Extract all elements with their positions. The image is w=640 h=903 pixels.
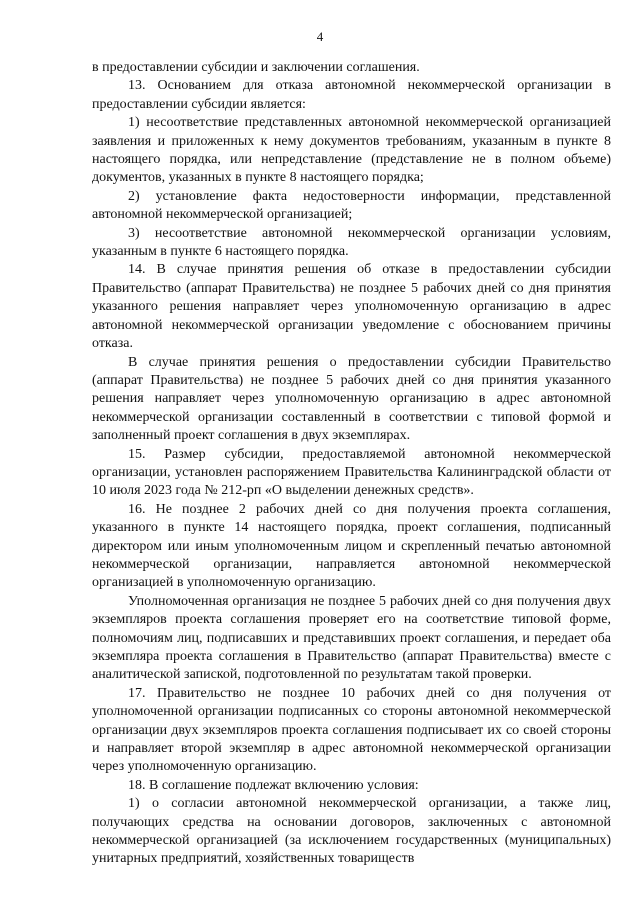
paragraph-13-item-2: 2) установление факта недостоверности информации, представленной автономной некоммерческой организацией; xyxy=(92,188,611,223)
paragraph-13: 13. Основанием для отказа автономной некоммерческой организации в предоставлении субсидии является: xyxy=(92,78,611,112)
paragraph-18: 18. В соглашение подлежат включению условия: xyxy=(128,777,419,793)
paragraph-13-item-3: 3) несоответствие автономной некоммерческой организации условиям, указанным в пункте 6 настоящего порядка. xyxy=(92,225,611,260)
paragraph-16-part-2: Уполномоченная организация не позднее 5 рабочих дней со дня получения двух экземпляров проекта соглашения проверяет его на соответствие типовой форме, полномочиям лиц, подписавших и представивших проект соглашения, и передает оба экземпляра проекта соглашения в Правительство (аппарат Правительства) вместе с аналитической запиской, подготовленной по результатам такой проверки. xyxy=(92,593,611,683)
paragraph-13-item-1: 1) несоответствие представленных автономной некоммерческой организацией заявления и приложенных к нему документов требованиям, указанным в пункте 8 настоящего порядка, или непредставление (представление не в полном объеме) документов, указанных в пункте 8 настоящего порядка; xyxy=(92,115,611,186)
paragraph-18-item-1: 1) о согласии автономной некоммерческой организации, а также лиц, получающих средства на основании договоров, заключенных с автономной некоммерческой организацией (за исключением государственных (муниципальных) унитарных предприятий, хозяйственных товариществ xyxy=(92,796,611,867)
paragraph-continuation: в предоставлении субсидии и заключении соглашения. xyxy=(92,60,420,75)
paragraph-16: 16. Не позднее 2 рабочих дней со дня получения проекта соглашения, указанного в пункте 14 настоящего порядка, проект соглашения, подписанный директором или иным уполномоченным лицом и скрепленный печатью автономной некоммерческой организации, направляется автономной некоммерческой организацией в уполномоченную организацию. xyxy=(92,501,611,591)
paragraph-14-part-2: В случае принятия решения о предоставлении субсидии Правительство (аппарат Правительства) не позднее 5 рабочих дней со дня принятия указанного решения направляет через уполномоченную организацию в адрес автономной некоммерческой организации составленный в соответствии с типовой формой и заполненный проект соглашения в двух экземплярах. xyxy=(92,354,611,444)
page-number: 4 xyxy=(316,29,324,44)
paragraph-14: 14. В случае принятия решения об отказе в предоставлении субсидии Правительство (аппарат Правительства) не позднее 5 рабочих дней со дня принятия указанного решения направляет через уполномоченную организацию в адрес автономной некоммерческой организации уведомление с обоснованием причины отказа. xyxy=(92,262,611,352)
document-body xyxy=(92,59,611,869)
paragraph-15: 15. Размер субсидии, предоставляемой автономной некоммерческой организации, установлен распоряжением Правительства Калининградской области от 10 июля 2023 года № 212-рп «О выделении денежных средств». xyxy=(92,446,611,499)
paragraph-17: 17. Правительство не позднее 10 рабочих дней со дня получения от уполномоченной организации подписанных со стороны автономной некоммерческой организации двух экземпляров проекта соглашения подписывает их со своей стороны и направляет второй экземпляр в адрес автономной некоммерческой организации через уполномоченную организацию. xyxy=(92,685,611,775)
